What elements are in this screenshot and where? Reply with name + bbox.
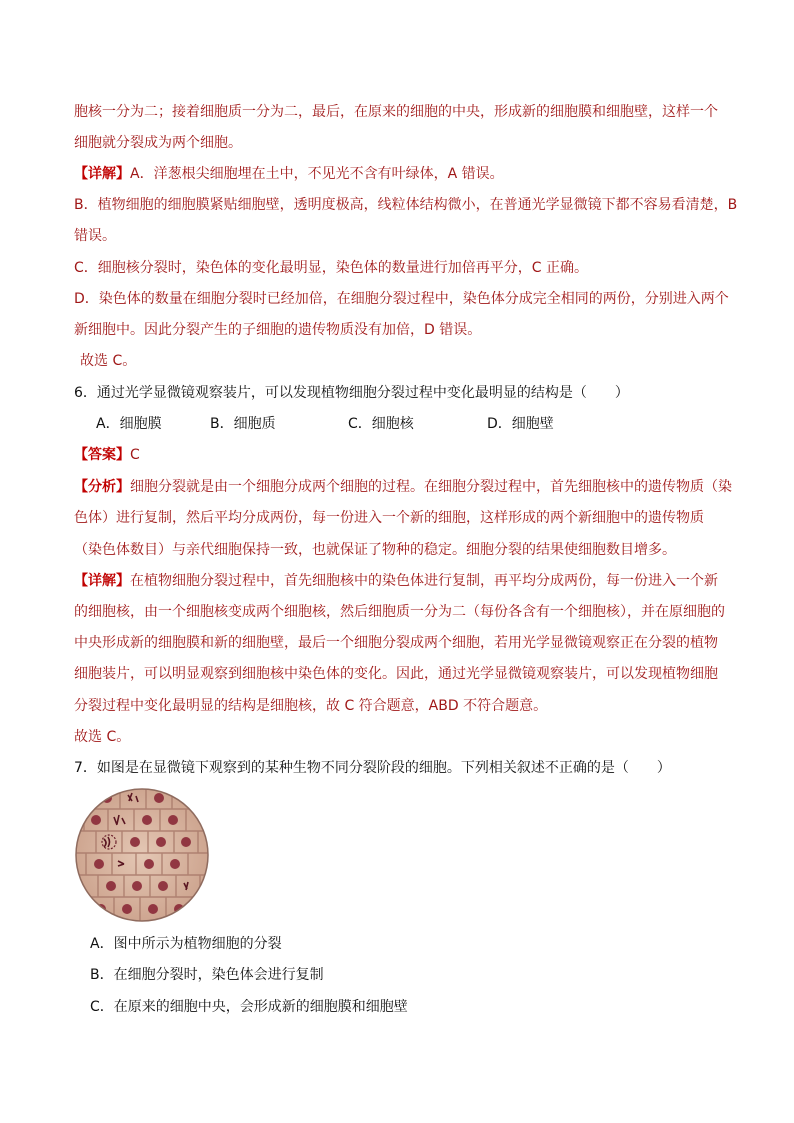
q6-option-a: A．细胞膜 — [96, 416, 162, 432]
question-7-stem: 7．如图是在显微镜下观察到的某种生物不同分裂阶段的细胞。下列相关叙述不正确的是（ ） — [74, 760, 671, 776]
q6-detail-line-2: 的细胞核，由一个细胞核变成两个细胞核，然后细胞质一分为二（每份各含有一个细胞核），并在原细胞的 — [74, 604, 725, 620]
answer-tag: 【答案】 — [74, 447, 130, 463]
q7-option-b: B．在细胞分裂时，染色体会进行复制 — [90, 967, 324, 983]
question-6-stem: 6．通过光学显微镜观察装片，可以发现植物细胞分裂过程中变化最明显的结构是（ ） — [74, 385, 629, 401]
text-line: 细胞就分裂成为两个细胞。 — [74, 135, 242, 151]
analysis-line-1 — [74, 477, 732, 497]
q6-detail-line-3: 中央形成新的细胞膜和新的细胞壁，最后一个细胞分裂成两个细胞，若用光学显微镜观察正在分裂的植物 — [74, 635, 718, 651]
analysis-text: 细胞分裂就是由一个细胞分成两个细胞的过程。在细胞分裂过程中，首先细胞核中的遗传物质（染 — [130, 479, 732, 495]
q6-option-d: D．细胞壁 — [487, 416, 554, 432]
q6-option-b: B．细胞质 — [210, 416, 276, 432]
detail-line-b1: B．植物细胞的细胞膜紧贴细胞壁，透明度极高，线粒体结构微小，在普通光学显微镜下都不容易看清楚，B — [74, 197, 738, 213]
q7-option-c: C．在原来的细胞中央，会形成新的细胞膜和细胞壁 — [90, 999, 408, 1015]
detail-text: 在植物细胞分裂过程中，首先细胞核中的染色体进行复制，再平均分成两份，每一份进入一个新 — [130, 573, 718, 589]
detail-a-text: A．洋葱根尖细胞埋在土中，不见光不含有叶绿体，A 错误。 — [130, 166, 504, 182]
text-line: 胞核一分为二；接着细胞质一分为二，最后，在原来的细胞的中央，形成新的细胞膜和细胞壁，这样一个 — [74, 104, 718, 120]
choice-line: 故选 C。 — [80, 353, 137, 369]
micrograph-image — [74, 787, 210, 923]
detail-tag: 【详解】 — [74, 166, 130, 182]
q7-option-a: A．图中所示为植物细胞的分裂 — [90, 936, 282, 952]
detail-line-d1: D．染色体的数量在细胞分裂时已经加倍，在细胞分裂过程中，染色体分成完全相同的两份，分别进入两个 — [74, 291, 729, 307]
analysis-tag: 【分析】 — [74, 479, 130, 495]
detail-line-d2: 新细胞中。因此分裂产生的子细胞的遗传物质没有加倍，D 错误。 — [74, 322, 482, 338]
analysis-line-3: （染色体数目）与亲代细胞保持一致，也就保证了物种的稳定。细胞分裂的结果使细胞数目增多。 — [74, 542, 676, 558]
q6-detail-line-4: 细胞装片，可以明显观察到细胞核中染色体的变化。因此，通过光学显微镜观察装片，可以发现植物细胞 — [74, 666, 718, 682]
analysis-line-2: 色体）进行复制，然后平均分成两份，每一份进入一个新的细胞，这样形成的两个新细胞中的遗传物质 — [74, 510, 704, 526]
q6-choice-line: 故选 C。 — [74, 729, 131, 745]
detail-line-a — [74, 164, 504, 184]
answer-line — [74, 445, 140, 465]
detail-line-c: C．细胞核分裂时，染色体的变化最明显，染色体的数量进行加倍再平分，C 正确。 — [74, 260, 588, 276]
q6-detail-line-1 — [74, 571, 718, 591]
answer-value: C — [130, 447, 140, 463]
detail-tag: 【详解】 — [74, 573, 130, 589]
q6-option-c: C．细胞核 — [348, 416, 414, 432]
detail-line-b2: 错误。 — [74, 228, 116, 244]
q6-detail-line-5: 分裂过程中变化最明显的结构是细胞核，故 C 符合题意，ABD 不符合题意。 — [74, 698, 548, 714]
